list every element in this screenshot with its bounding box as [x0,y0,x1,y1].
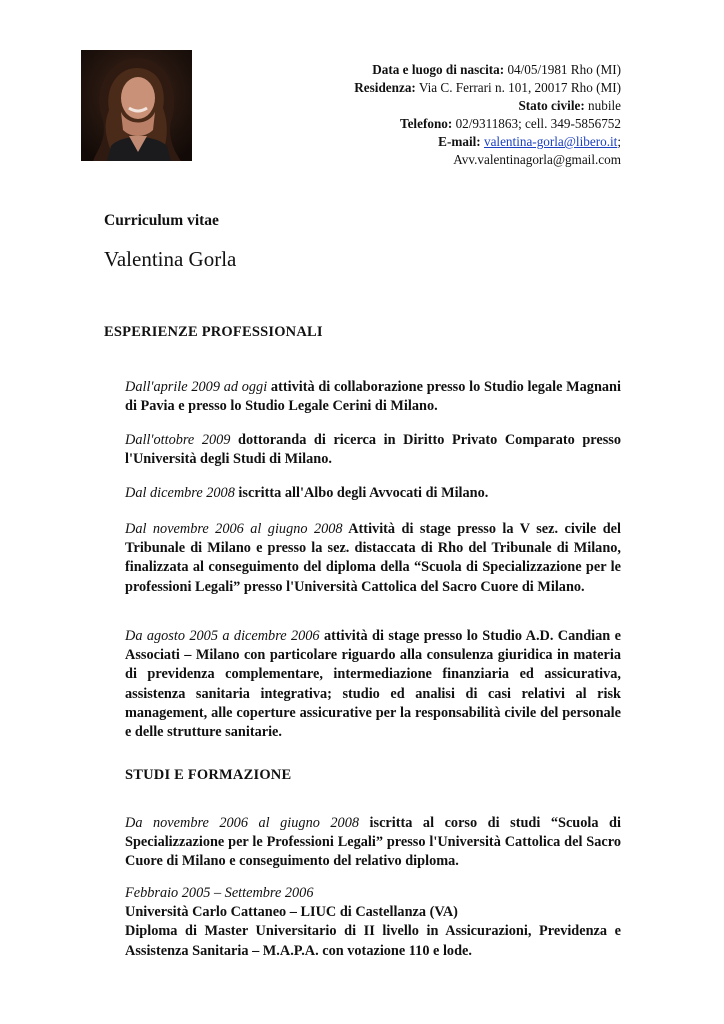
profile-photo [81,50,192,161]
entry-text: dottoranda di ricerca in Diritto Privato Comparato presso l'Università degli Studi di Milano. [125,432,621,468]
section-title-experience: ESPERIENZE PROFESSIONALI [104,324,323,340]
entry-text: attività di stage presso lo Studio A.D. Candian e Associati – Milano con particolare riguardo alla consulenza giuridica in materia di previdenza complementare, intermediazione finanziaria ed assicurativa, assistenza sanitaria integrativa; studio ed analisi di casi relativi al risk management, alle coperture assicurative per la responsabilità civile del personale e delle strutture sanitarie. [125,628,621,741]
entry-text: attività di collaborazione presso lo Studio legale Magnani di Pavia e presso lo Studio Legale Cerini di Milano. [125,379,621,415]
entry-text: iscritta al corso di studi “Scuola di Specializzazione per le Professioni Legali” presso l'Università Cattolica del Sacro Cuore di Milano e conseguimento del relativo diploma. [125,815,621,870]
email-row [201,133,621,151]
entry-text: Attività di stage presso la V sez. civile del Tribunale di Milano e presso la sez. distaccata di Rho del Tribunale di Milano, finalizzata al conseguimento del diploma della “Scuola di Specializzazione per le professioni Legali” presso l'Università Cattolica del Sacro Cuore di Milano. [125,521,621,595]
phone-label: Telefono: [400,116,453,131]
entry-period: Febbraio 2005 – Settembre 2006 [125,885,314,901]
education-entry [125,814,621,872]
entry-period: Dal dicembre 2008 [125,485,235,501]
residence-label: Residenza: [354,80,416,95]
civil-status-row [201,97,621,115]
entry-period: Da novembre 2006 al giugno 2008 [125,815,359,831]
email-value-2: Avv.valentinagorla@gmail.com [453,152,621,167]
birth-row [201,61,621,79]
email-row-2 [201,151,621,169]
email-label: E-mail: [438,134,481,149]
civil-status-label: Stato civile: [518,98,585,113]
phone-row [201,115,621,133]
section-title-education: STUDI E FORMAZIONE [125,767,292,783]
experience-entry [125,378,621,416]
experience-entry [125,627,621,742]
birth-label: Data e luogo di nascita: [372,62,505,77]
phone-value: 02/9311863; cell. 349-5856752 [455,116,621,131]
residence-row [201,79,621,97]
contact-block [201,61,621,169]
email-link[interactable]: valentina-gorla@libero.it [483,134,618,149]
portrait-image [81,50,192,161]
entry-degree: Diploma di Master Universitario di II livello in Assicurazioni, Previdenza e Assistenza Sanitaria – M.A.P.A. con votazione 110 e lode. [125,923,621,959]
entry-institution: Università Carlo Cattaneo – LIUC di Castellanza (VA) [125,904,458,921]
experience-entry [125,520,621,597]
entry-period: Dall'aprile 2009 ad oggi [125,379,268,395]
experience-entry [125,431,621,469]
candidate-name: Valentina Gorla [104,247,237,271]
birth-value: 04/05/1981 Rho (MI) [507,62,621,77]
civil-status-value: nubile [588,98,621,113]
cv-label: Curriculum vitae [104,212,219,229]
entry-period: Dal novembre 2006 al giugno 2008 [125,521,343,537]
entry-text: iscritta all'Albo degli Avvocati di Milano. [234,485,489,501]
entry-period: Da agosto 2005 a dicembre 2006 [125,628,320,644]
education-entry [125,884,621,961]
residence-value: Via C. Ferrari n. 101, 20017 Rho (MI) [418,80,621,95]
email-separator: ; [617,134,621,149]
experience-entry [125,484,621,503]
entry-period: Dall'ottobre 2009 [125,432,231,448]
